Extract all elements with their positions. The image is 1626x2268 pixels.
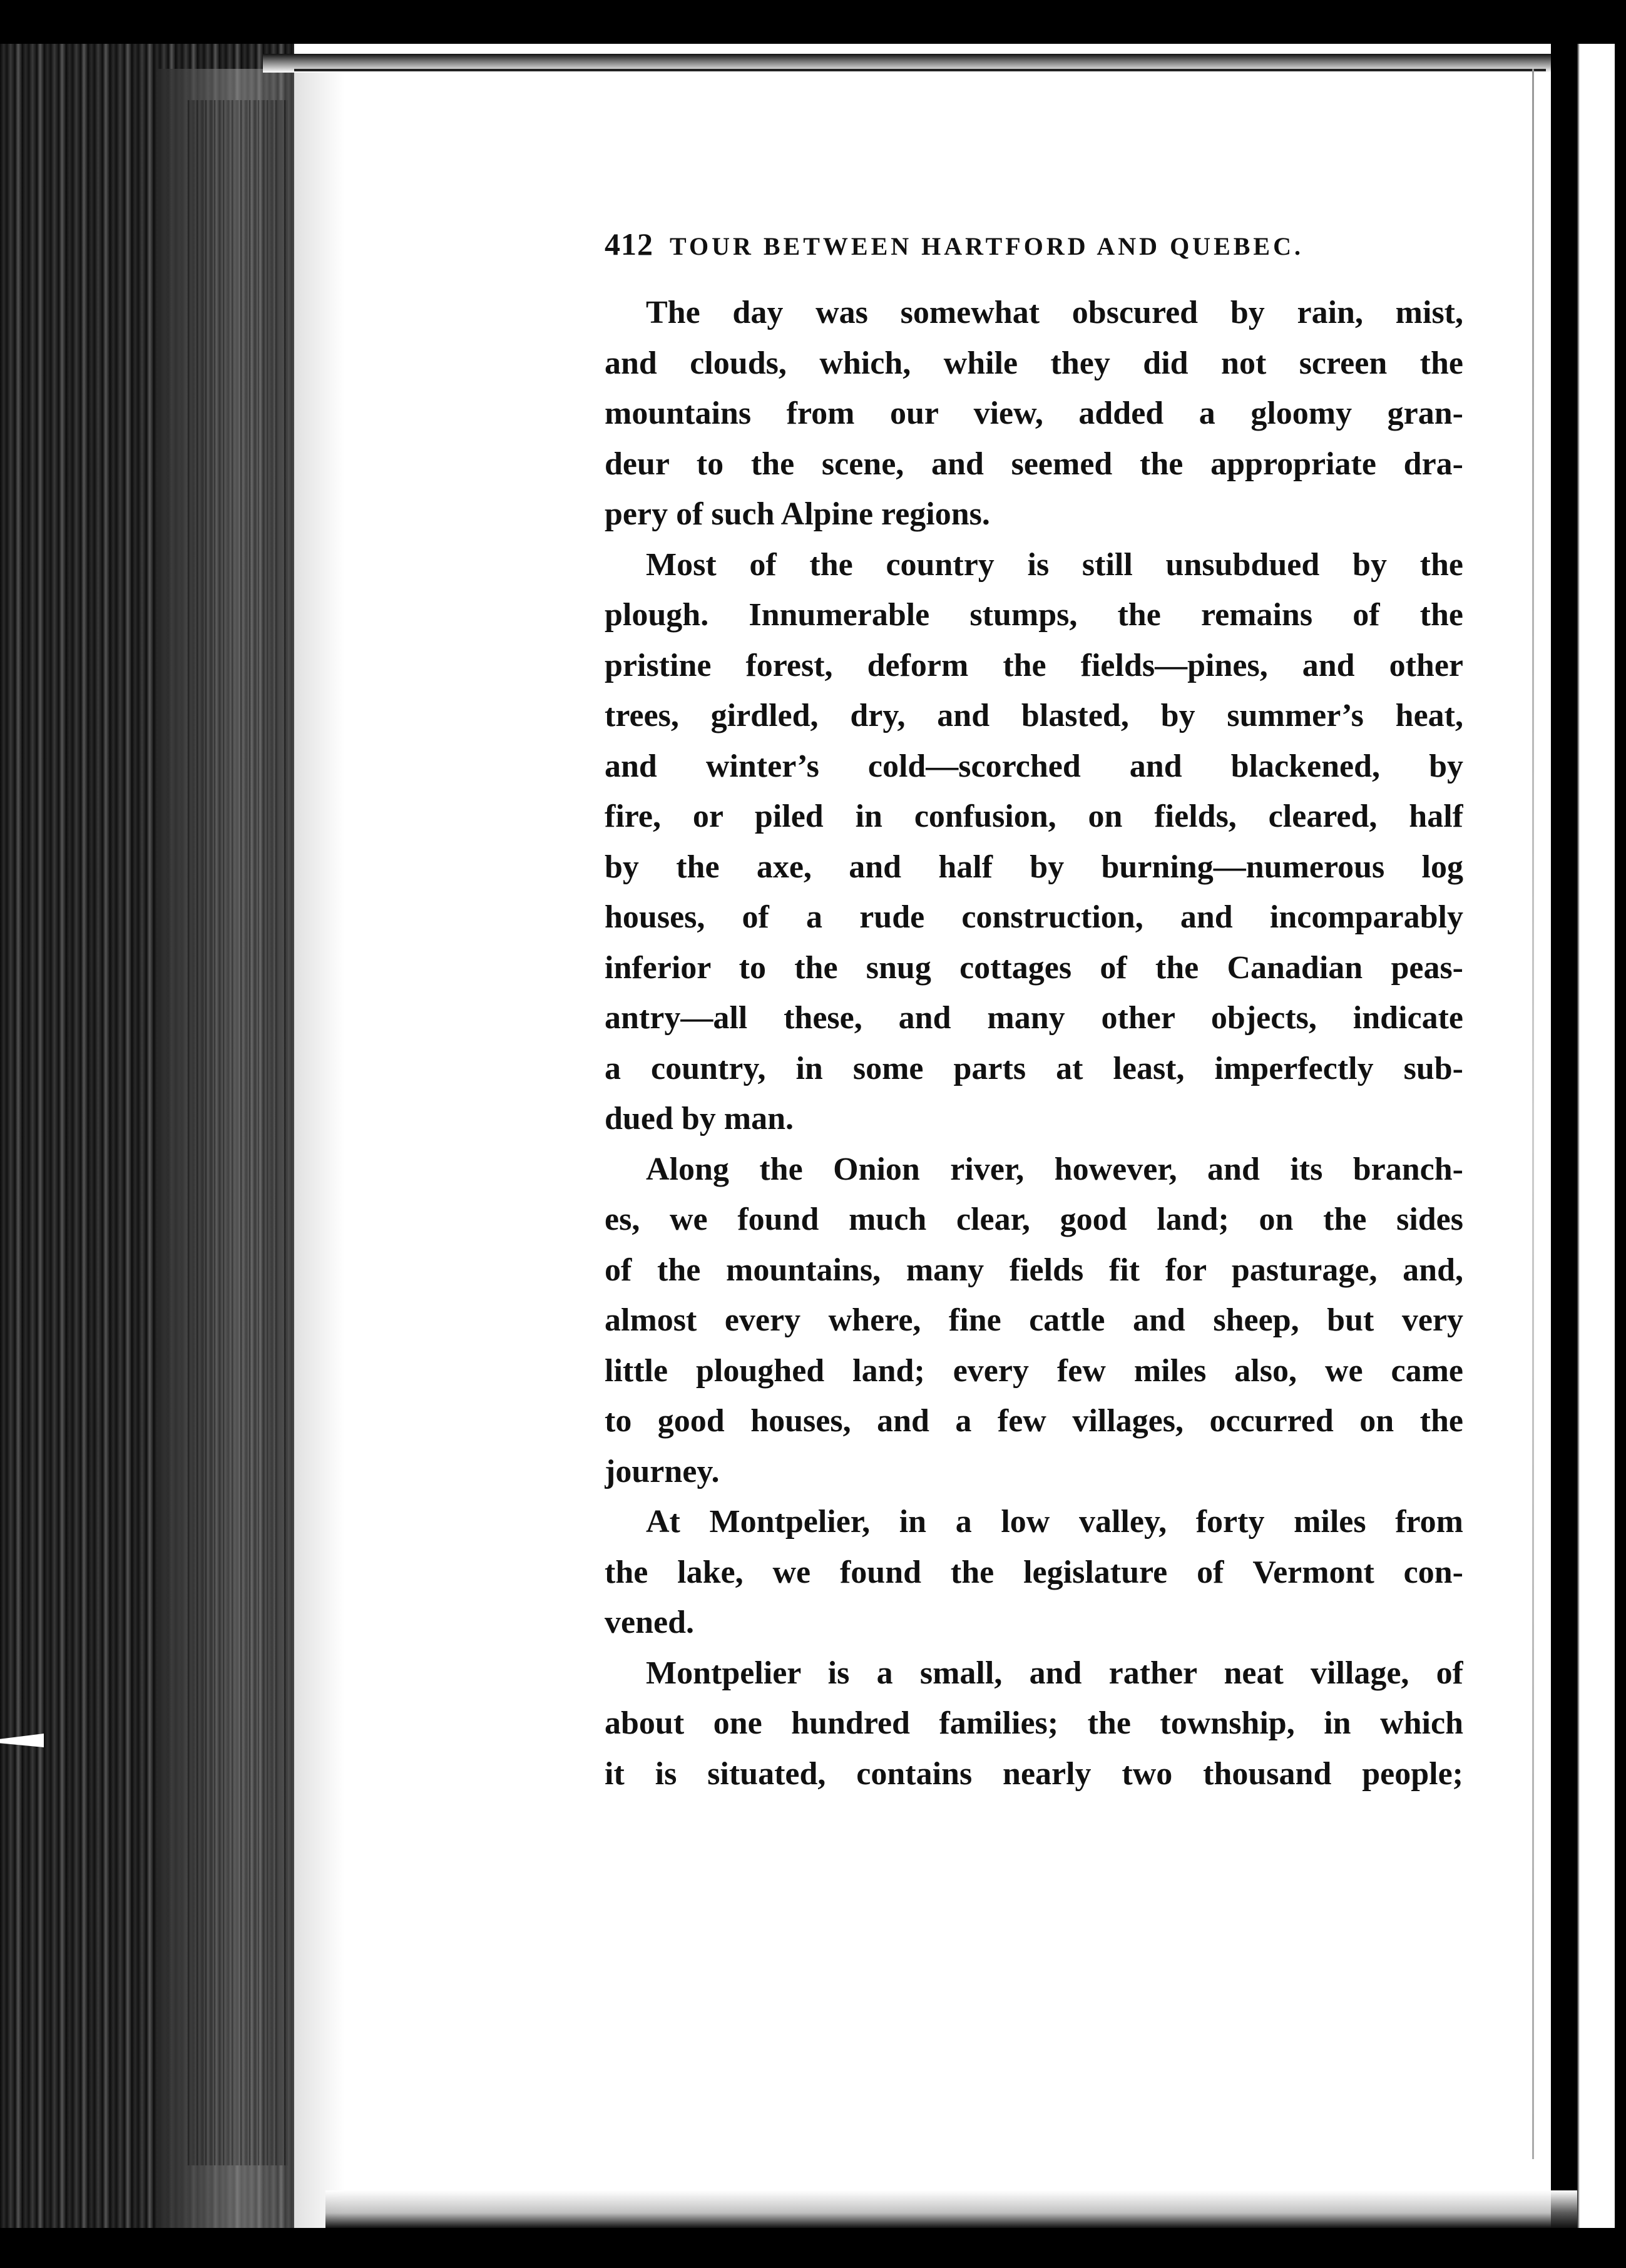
- text-line: to good houses, and a few villages, occurred on the: [605, 1403, 1463, 1439]
- text-line: houses, of a rude construction, and incomparably: [605, 899, 1463, 935]
- page-number: 412: [605, 227, 653, 262]
- text-line: At Montpelier, in a low valley, forty miles from: [646, 1504, 1463, 1540]
- text-line: Montpelier is a small, and rather neat village, of: [646, 1655, 1463, 1691]
- scan-top-border: [0, 0, 1626, 44]
- text-line: and clouds, which, while they did not screen the: [605, 345, 1463, 381]
- text-line: a country, in some parts at least, imperfectly sub-: [605, 1050, 1463, 1086]
- text-line: by the axe, and half by burning—numerous log: [605, 849, 1463, 885]
- text-line: of the mountains, many fields fit for pasturage, and,: [605, 1252, 1463, 1288]
- text-line: little ploughed land; every few miles also, we came: [605, 1352, 1463, 1389]
- paragraph: [605, 1648, 1463, 1800]
- running-title: TOUR BETWEEN HARTFORD AND QUEBEC.: [670, 232, 1304, 260]
- text-line: pristine forest, deform the fields—pines, and other: [605, 647, 1463, 683]
- text-line: fire, or piled in confusion, on fields, cleared, half: [605, 799, 1463, 834]
- text-line: es, we found much clear, good land; on the sides: [605, 1202, 1463, 1237]
- text-line: deur to the scene, and seemed the appropriate dra-: [605, 446, 1463, 482]
- text-line: dued by man.: [605, 1101, 794, 1137]
- text-line: and winter’s cold—scorched and blackened, by: [605, 748, 1463, 784]
- text-line: plough. Innumerable stumps, the remains of the: [605, 597, 1463, 633]
- text-line: trees, girdled, dry, and blasted, by summer’s heat,: [605, 698, 1463, 733]
- running-head: [605, 225, 1463, 265]
- page-right-border: [1551, 44, 1556, 2268]
- text-line: about one hundred families; the township, in which: [605, 1705, 1463, 1741]
- paragraph: [605, 540, 1463, 1145]
- scan-bottom-border: [0, 2228, 1626, 2268]
- text-line: mountains from our view, added a gloomy gran-: [605, 396, 1463, 431]
- gutter-texture: [188, 100, 288, 2165]
- text-line: vened.: [605, 1605, 694, 1640]
- page-top-rule: [294, 69, 1546, 71]
- paragraph: [605, 288, 1463, 540]
- text-line: almost every where, fine cattle and sheep, but very: [605, 1302, 1463, 1338]
- text-line: inferior to the snug cottages of the Canadian peas-: [605, 949, 1463, 986]
- text-line: it is situated, contains nearly two thousand people;: [605, 1755, 1463, 1792]
- page-bottom-edge: [325, 2190, 1577, 2228]
- text-line: journey.: [605, 1453, 720, 1489]
- page-right-fold: [1532, 69, 1534, 2159]
- paragraph: [605, 1497, 1463, 1648]
- text-line: The day was somewhat obscured by rain, mist,: [646, 295, 1463, 330]
- page-text: [605, 225, 1463, 1799]
- text-line: the lake, we found the legislature of Vermont con-: [605, 1554, 1463, 1590]
- text-line: Along the Onion river, however, and its branch-: [646, 1151, 1463, 1187]
- text-line: Most of the country is still unsubdued by the: [646, 546, 1463, 583]
- text-line: antry—all these, and many other objects, indicate: [605, 1000, 1463, 1036]
- scan-right-border: [1615, 44, 1626, 2268]
- text-line: pery of such Alpine regions.: [605, 496, 990, 532]
- paragraph: [605, 1145, 1463, 1498]
